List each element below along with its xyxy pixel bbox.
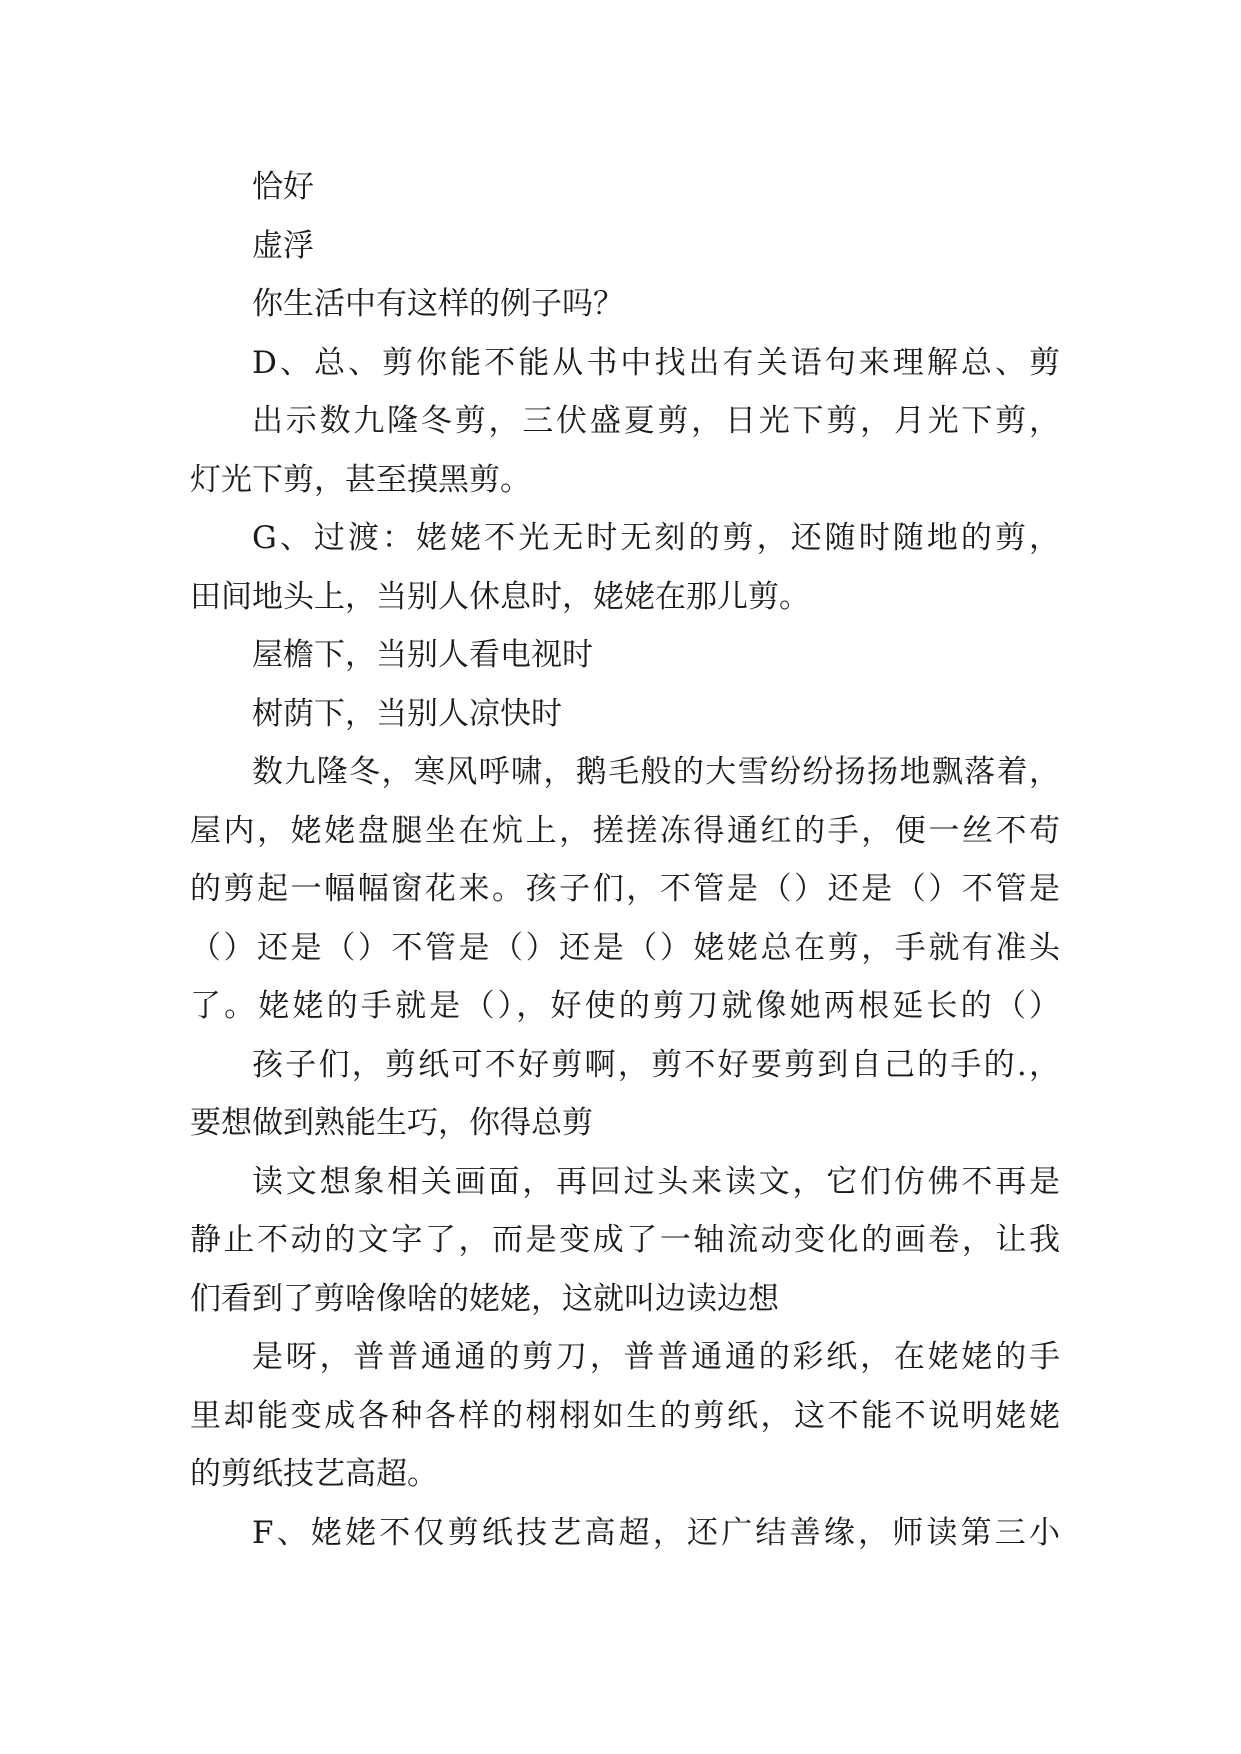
text-line: 要想做到熟能生巧，你得总剪 <box>190 1105 593 1141</box>
text-line: 的剪起一幅幅窗花来。孩子们，不管是（）还是（）不管是 <box>190 871 1060 907</box>
text-line: 读文想象相关画面，再回过头来读文，它们仿佛不再是 <box>252 1163 1060 1200</box>
text-line: 数九隆冬，寒风呼啸，鹅毛般的大雪纷纷扬扬地飘落着， <box>252 754 1060 790</box>
text-line: F、姥姥不仅剪纸技艺高超，还广结善缘，师读第三小 <box>252 1514 1060 1551</box>
text-line: 灯光下剪，甚至摸黑剪。 <box>190 461 531 498</box>
text-line: 们看到了剪啥像啥的姥姥，这就叫边读边想 <box>190 1280 779 1317</box>
text-line: 树荫下，当别人凉快时 <box>252 695 562 732</box>
text-line: 的剪纸技艺高超。 <box>190 1456 438 1492</box>
text-line: 屋内，姥姥盘腿坐在炕上，搓搓冻得通红的手，便一丝不苟 <box>190 812 1060 849</box>
text-line: 屋檐下，当别人看电视时 <box>252 637 593 673</box>
text-line: 静止不动的文字了，而是变成了一轴流动变化的画卷，让我 <box>190 1222 1060 1258</box>
body-text <box>190 158 1060 1562</box>
text-line: 里却能变成各种各样的栩栩如生的剪纸，这不能不说明姥姥 <box>190 1397 1060 1434</box>
text-line: 虚浮 <box>252 227 314 264</box>
text-line: D、总、剪你能不能从书中找出有关语句来理解总、剪 <box>252 344 1060 381</box>
text-line: 出示数九隆冬剪，三伏盛夏剪，日光下剪，月光下剪， <box>252 403 1060 439</box>
text-line: 恰好 <box>252 169 314 205</box>
text-line: G、过渡：姥姥不光无时无刻的剪，还随时随地的剪， <box>252 520 1060 556</box>
text-line: （）还是（）不管是（）还是（）姥姥总在剪，手就有准头 <box>190 929 1060 966</box>
text-line: 田间地头上，当别人休息时，姥姥在那儿剪。 <box>190 578 810 615</box>
text-line: 你生活中有这样的例子吗？ <box>252 286 624 322</box>
text-line: 孩子们，剪纸可不好剪啊，剪不好要剪到自己的手的.， <box>252 1046 1060 1083</box>
text-line: 是呀，普普通通的剪刀，普普通通的彩纸，在姥姥的手 <box>252 1339 1060 1375</box>
text-line: 了。姥姥的手就是（），好使的剪刀就像她两根延长的（） <box>190 988 1060 1024</box>
